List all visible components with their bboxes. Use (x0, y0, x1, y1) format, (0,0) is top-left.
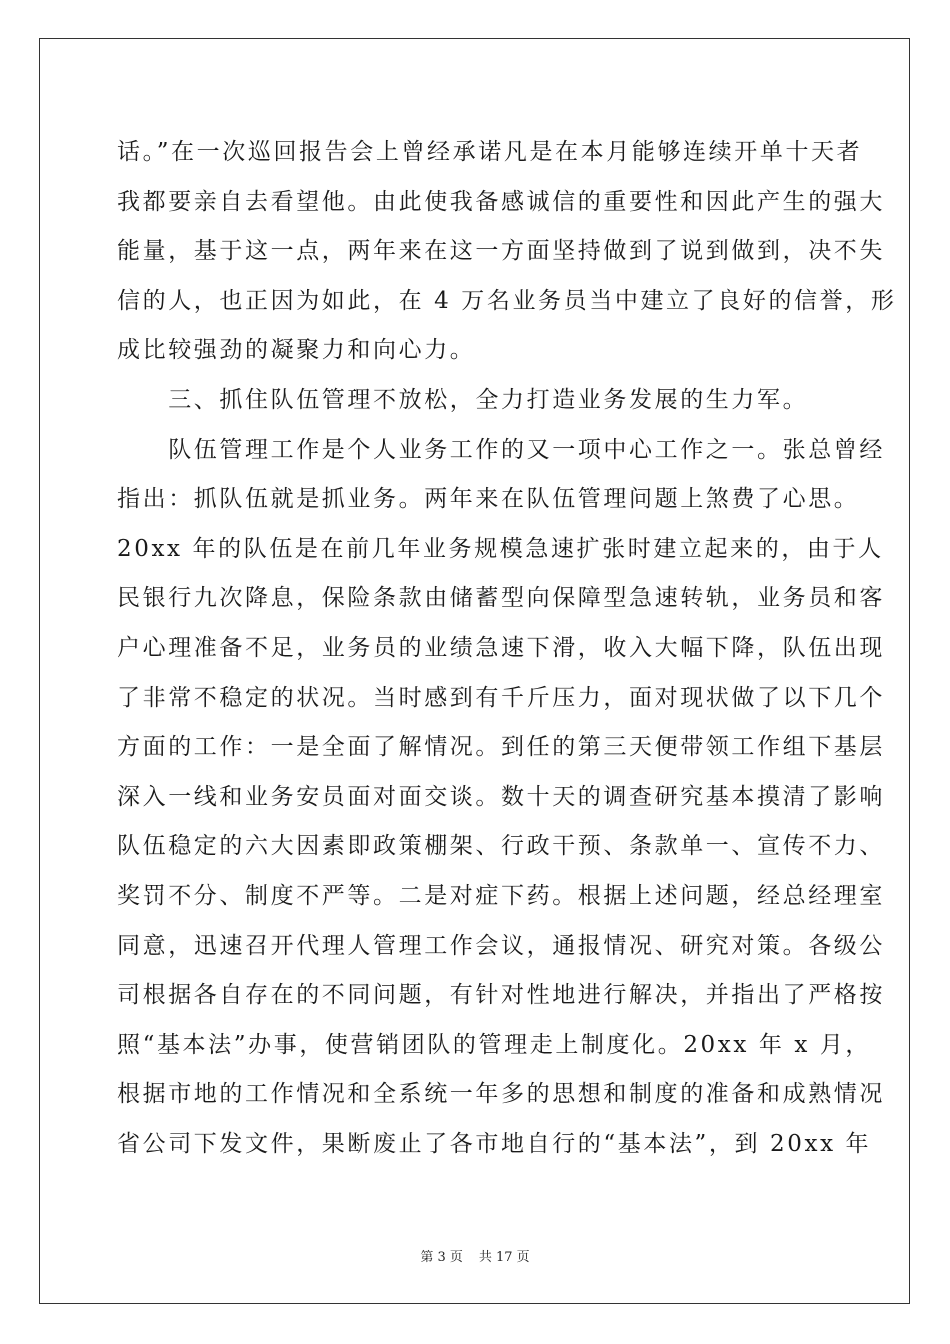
text-line: 奖罚不分、制度不严等。二是对症下药。根据上述问题，经总经理室 (117, 882, 885, 909)
text-line: 20xx 年的队伍是在前几年业务规模急速扩张时建立起来的，由于人 (117, 535, 884, 562)
total-page-count: 共 17 页 (478, 1250, 530, 1265)
page-footer (0, 1246, 950, 1265)
text-line: 司根据各自存在的不同问题，有针对性地进行解决，并指出了严格按 (117, 982, 885, 1009)
text-line: 户心理准备不足，业务员的业绩急速下滑，收入大幅下降，队伍出现 (117, 634, 885, 661)
text-line: 能量，基于这一点，两年来在这一方面坚持做到了说到做到，决不失 (117, 238, 885, 265)
text-line: 民银行九次降息，保险条款由储蓄型向保障型急速转轨，业务员和客 (117, 585, 885, 612)
text-line: 信的人，也正因为如此，在 4 万名业务员当中建立了良好的信誉，形 (117, 287, 897, 314)
current-page-number: 第 3 页 (420, 1250, 463, 1265)
text-line: 方面的工作：一是全面了解情况。到任的第三天便带领工作组下基层 (117, 734, 885, 761)
text-line: 照“基本法”办事，使营销团队的管理走上制度化。20xx 年 x 月， (117, 1031, 872, 1058)
text-line: 根据市地的工作情况和全系统一年多的思想和制度的准备和成熟情况 (117, 1081, 885, 1108)
text-line: 深入一线和业务安员面对面交谈。数十天的调查研究基本摸清了影响 (117, 783, 885, 810)
text-line: 成比较强劲的凝聚力和向心力。 (117, 337, 476, 364)
section-heading: 三、抓住队伍管理不放松，全力打造业务发展的生力军。 (117, 386, 809, 413)
text-line: 队伍管理工作是个人业务工作的又一项中心工作之一。张总曾经 (117, 436, 885, 463)
text-line: 我都要亲自去看望他。由此使我备感诚信的重要性和因此产生的强大 (117, 188, 885, 215)
text-line: 了非常不稳定的状况。当时感到有千斤压力，面对现状做了以下几个 (117, 684, 885, 711)
text-line: 同意，迅速召开代理人管理工作会议，通报情况、研究对策。各级公 (117, 932, 885, 959)
text-line: 省公司下发文件，果断废止了各市地自行的“基本法”，到 20xx 年 (117, 1130, 872, 1157)
document-body (117, 128, 897, 1169)
text-line: 指出：抓队伍就是抓业务。两年来在队伍管理问题上煞费了心思。 (117, 486, 860, 513)
text-line: 话。”在一次巡回报告会上曾经承诺凡是在本月能够连续开单十天者 (117, 139, 863, 165)
text-line: 队伍稳定的六大因素即政策棚架、行政干预、条款单一、宣传不力、 (117, 833, 885, 860)
